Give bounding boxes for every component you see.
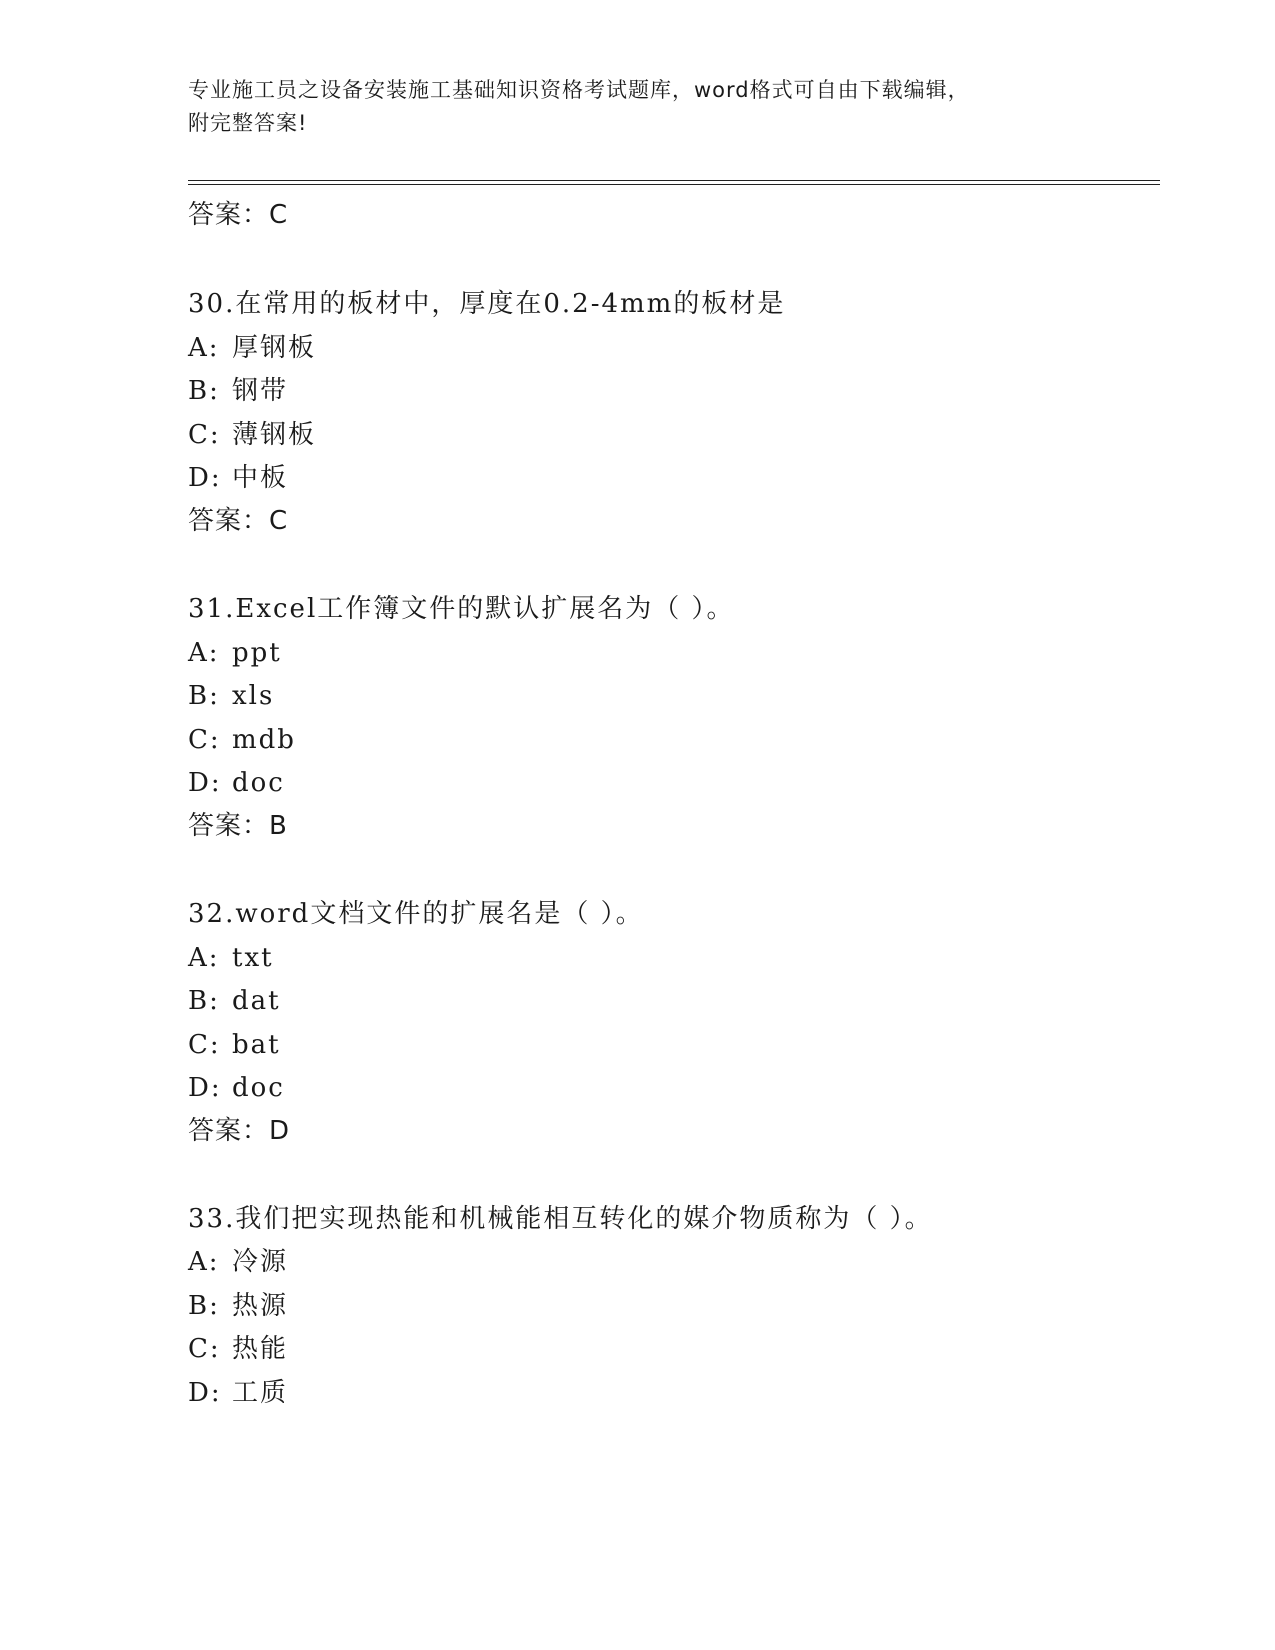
- option-prefix: C:: [188, 420, 221, 450]
- question-32-option-b: [188, 984, 281, 1018]
- question-31-option-c: [188, 723, 296, 757]
- question-30-answer: 答案：C: [188, 506, 289, 536]
- option-prefix: C:: [188, 1030, 221, 1060]
- option-prefix: A:: [188, 333, 220, 363]
- option-text: doc: [232, 1073, 285, 1103]
- option-text: bat: [232, 1030, 281, 1060]
- option-text: 薄钢板: [232, 420, 317, 450]
- option-prefix: D:: [188, 1073, 222, 1103]
- header-line-1: 专业施工员之设备安装施工基础知识资格考试题库，word格式可自由下载编辑，: [188, 78, 970, 102]
- option-prefix: D:: [188, 463, 222, 493]
- question-31-option-b: [188, 679, 274, 713]
- option-prefix: B:: [188, 1291, 220, 1321]
- question-31-option-a: [188, 636, 282, 670]
- question-33-option-b: [188, 1289, 288, 1323]
- question-30-stem: 30.在常用的板材中，厚度在0.2-4mm的板材是: [188, 289, 786, 319]
- option-prefix: C:: [188, 725, 221, 755]
- option-text: xls: [232, 681, 275, 711]
- option-prefix: D:: [188, 768, 222, 798]
- question-30-option-c: [188, 418, 316, 452]
- option-prefix: B:: [188, 986, 220, 1016]
- option-text: 冷源: [232, 1247, 289, 1277]
- question-33-option-c: [188, 1332, 288, 1366]
- question-33-option-a: [188, 1245, 288, 1279]
- option-text: 中板: [232, 463, 289, 493]
- option-prefix: B:: [188, 376, 220, 406]
- option-text: ppt: [232, 638, 282, 668]
- question-32-stem: 32.word文档文件的扩展名是（ ）。: [188, 899, 644, 929]
- option-text: 工质: [232, 1378, 289, 1408]
- question-32-option-d: [188, 1071, 285, 1105]
- option-text: mdb: [232, 725, 296, 755]
- question-32-answer: 答案：D: [188, 1116, 291, 1146]
- option-text: doc: [232, 768, 285, 798]
- question-32-option-a: [188, 941, 274, 975]
- option-text: dat: [232, 986, 281, 1016]
- option-text: 热能: [232, 1334, 289, 1364]
- option-prefix: B:: [188, 681, 220, 711]
- question-30-option-d: [188, 461, 288, 495]
- option-text: 热源: [232, 1291, 289, 1321]
- question-31-answer: 答案：B: [188, 811, 288, 841]
- header-divider-top: [188, 180, 1160, 181]
- option-text: 厚钢板: [232, 333, 317, 363]
- option-text: txt: [232, 943, 274, 973]
- option-prefix: D:: [188, 1378, 222, 1408]
- question-33-option-d: [188, 1376, 288, 1410]
- question-30-option-a: [188, 331, 316, 365]
- question-30-option-b: [188, 374, 288, 408]
- document-header: [188, 74, 1088, 140]
- option-prefix: A:: [188, 638, 220, 668]
- option-prefix: C:: [188, 1334, 221, 1364]
- question-33-stem: 33.我们把实现热能和机械能相互转化的媒介物质称为（ ）。: [188, 1204, 933, 1234]
- option-prefix: A:: [188, 1247, 220, 1277]
- question-31-stem: 31.Excel工作簿文件的默认扩展名为（ ）。: [188, 594, 735, 624]
- header-line-2: 附完整答案!: [188, 111, 308, 135]
- option-text: 钢带: [232, 376, 289, 406]
- question-32-option-c: [188, 1028, 281, 1062]
- header-divider-bottom: [188, 184, 1160, 185]
- answer-previous: 答案：C: [188, 200, 289, 230]
- question-31-option-d: [188, 766, 285, 800]
- option-prefix: A:: [188, 943, 220, 973]
